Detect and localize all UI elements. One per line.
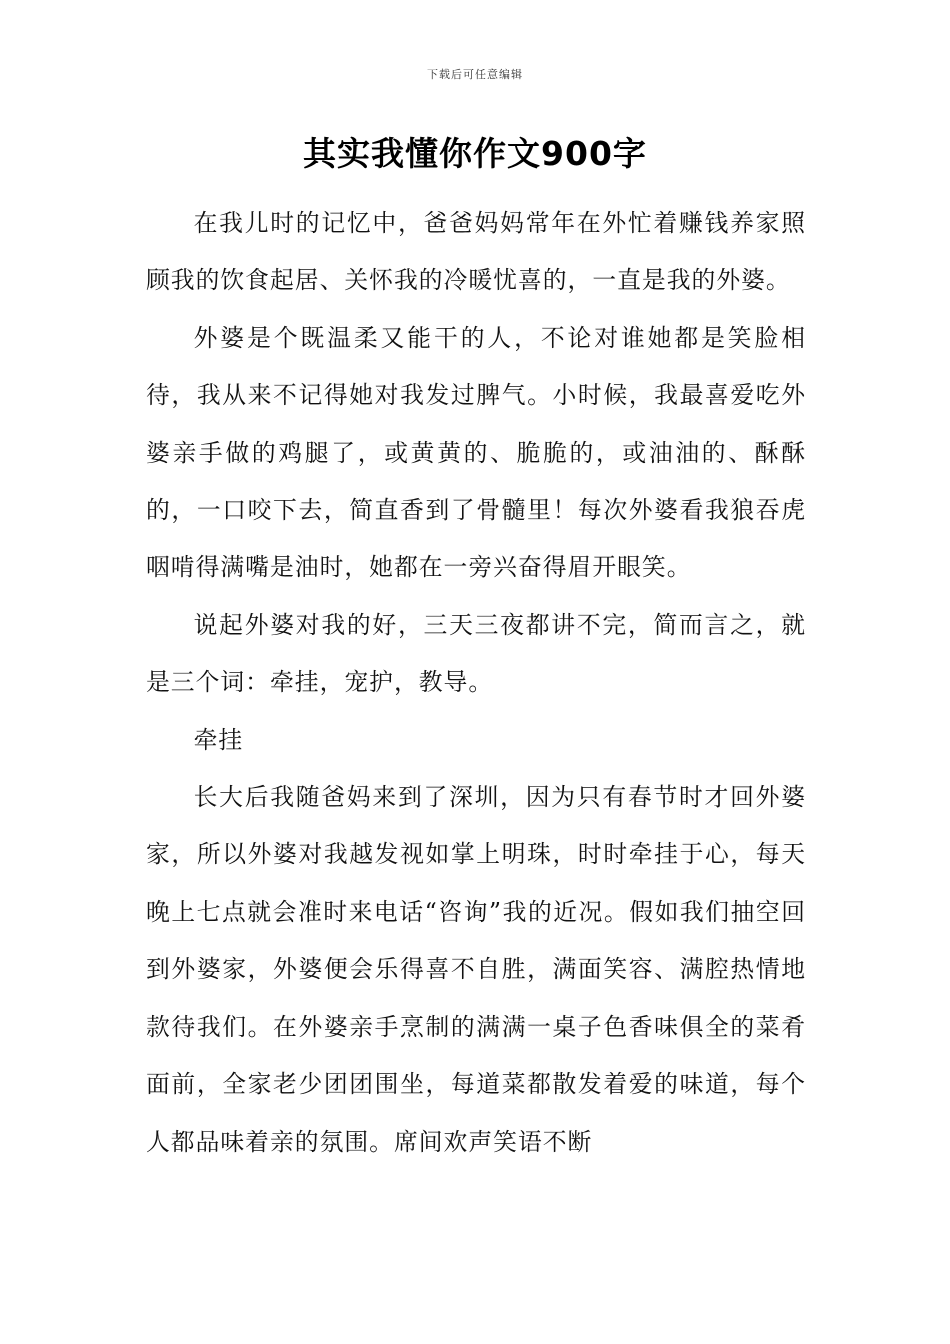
paragraph-3: 说起外婆对我的好，三天三夜都讲不完，简而言之，就是三个词：牵挂，宠护，教导。: [146, 610, 806, 697]
header-note: 下载后可任意编辑: [427, 68, 523, 81]
section-heading: 牵挂: [193, 725, 244, 754]
paragraph-2: 外婆是个既温柔又能干的人，不论对谁她都是笑脸相待，我从来不记得她对我发过脾气。小时候，我最喜爱吃外婆亲手做的鸡腿了，或黄黄的、脆脆的，或油油的、酥酥的，一口咬下去，简直香到了骨髓里！每次外婆看我狼吞虎咽啃得满嘴是油时，她都在一旁兴奋得眉开眼笑。: [146, 323, 806, 582]
document-body: [146, 195, 806, 1171]
paragraph-4: 长大后我随爸妈来到了深圳，因为只有春节时才回外婆家，所以外婆对我越发视如掌上明珠，时时牵挂于心，每天晚上七点就会准时来电话“咨询”我的近况。假如我们抽空回到外婆家，外婆便会乐得喜不自胜，满面笑容、满腔热情地款待我们。在外婆亲手烹制的满满一桌子色香味俱全的菜肴面前，全家老少团团围坐，每道菜都散发着爱的味道，每个人都品味着亲的氛围。席间欢声笑语不断: [146, 783, 806, 1156]
paragraph-1: 在我儿时的记忆中，爸爸妈妈常年在外忙着赚钱养家照顾我的饮食起居、关怀我的冷暖忧喜的，一直是我的外婆。: [146, 209, 806, 295]
document-title: 其实我懂你作文900字: [303, 134, 647, 173]
